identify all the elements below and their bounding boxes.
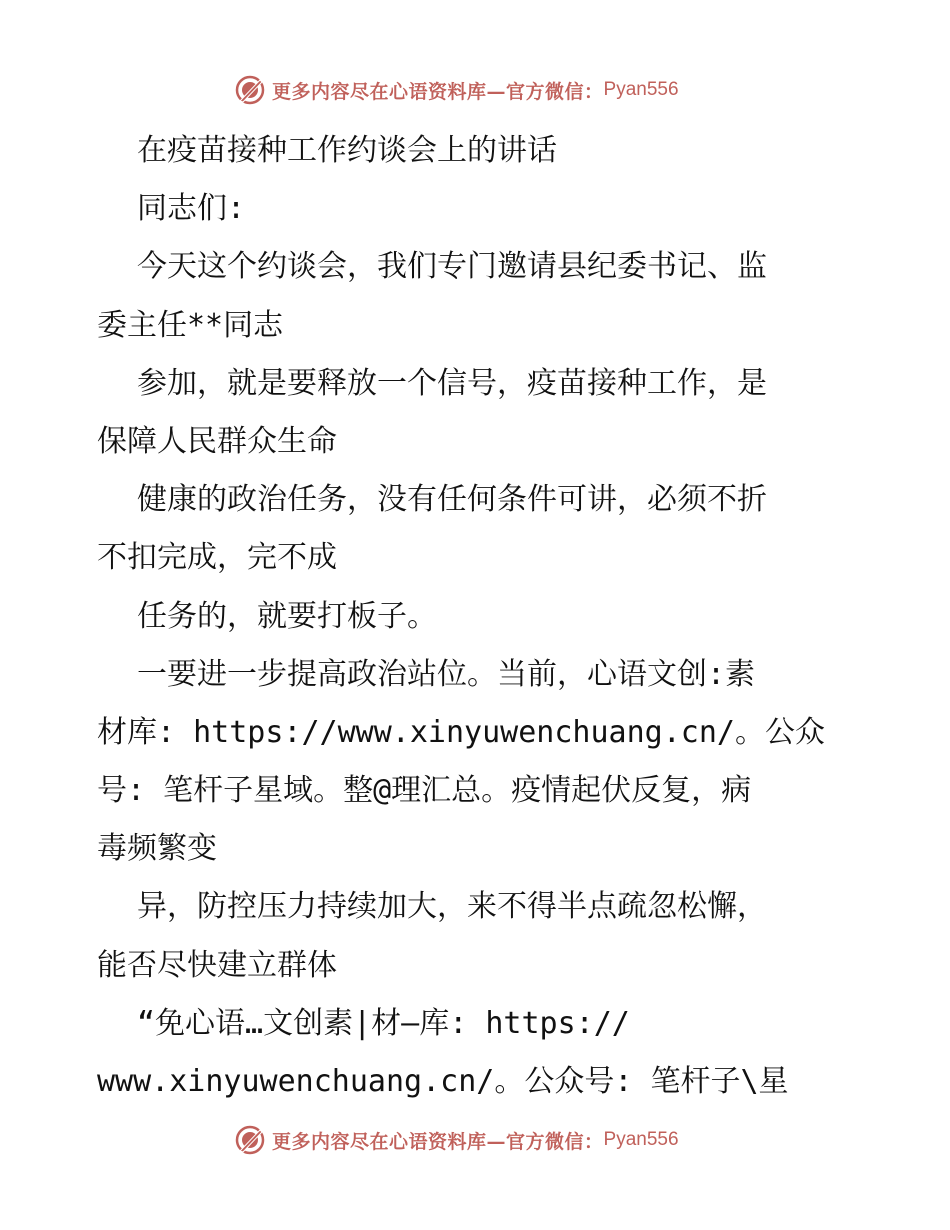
paragraph-line: 保障人民群众生命 [97, 423, 337, 459]
document-title: 在疫苗接种工作约谈会上的讲话 [137, 133, 557, 168]
paragraph-line: 参加，就是要释放一个信号，疫苗接种工作，是 [137, 365, 767, 401]
header-banner-text: 更多内容尽在心语资料库—官方微信： [272, 80, 604, 103]
header-banner-id: Pyan556 [603, 79, 679, 100]
paragraph-line: 号: 笔杆子星域。整@理汇总。疫情起伏反复，病 [97, 773, 752, 809]
paragraph-line: 能否尽快建立群体 [97, 947, 337, 983]
paragraph-line: 一要进一步提高政治站位。当前，心语文创:素 [137, 656, 756, 692]
paragraph-line: 异，防控压力持续加大，来不得半点疏忽松懈， [137, 889, 767, 925]
paragraph-line: www.xinyuwenchuang.cn/。公众号: 笔杆子\星 [97, 1064, 789, 1099]
paragraph-line: “免心语…文创素|材—库: https:// [137, 1005, 630, 1041]
paragraph-line: 材库: https://www.xinyuwenchuang.cn/。公众 [97, 714, 825, 750]
quill-pen-seal-icon [234, 74, 266, 106]
document-body [97, 122, 857, 1111]
header-watermark-banner [234, 72, 679, 108]
salutation: 同志们: [137, 191, 246, 227]
paragraph-line: 毒频繁变 [97, 831, 217, 867]
quill-pen-seal-icon [234, 1124, 266, 1156]
paragraph-line: 不扣完成，完不成 [97, 540, 337, 576]
paragraph-line: 今天这个约谈会，我们专门邀请县纪委书记、监 [137, 249, 767, 285]
paragraph-line: 健康的政治任务，没有任何条件可讲，必须不折 [137, 482, 767, 518]
paragraph-line: 委主任**同志 [97, 307, 284, 343]
footer-watermark-banner [234, 1122, 679, 1158]
footer-banner-id: Pyan556 [603, 1129, 679, 1150]
paragraph-line: 任务的，就要打板子。 [137, 598, 437, 634]
footer-banner-text: 更多内容尽在心语资料库—官方微信： [272, 1130, 604, 1153]
